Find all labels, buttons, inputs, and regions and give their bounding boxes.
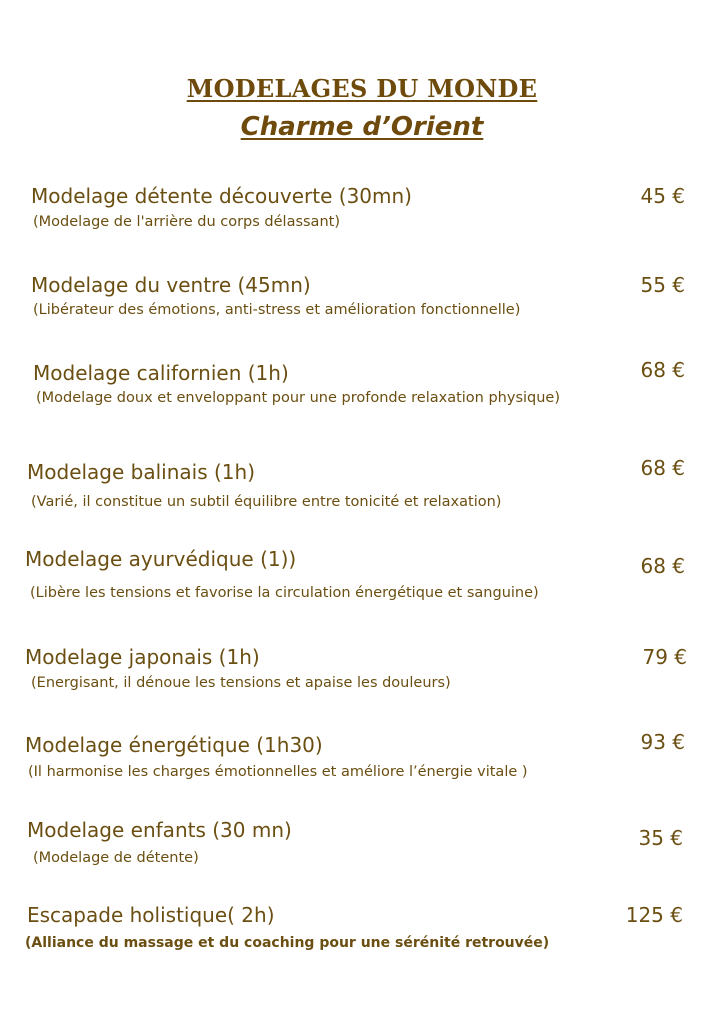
item-price: 93 € [640,730,685,754]
item-price: 45 € [640,184,685,208]
item-description: (Alliance du massage et du coaching pour une sérénité retrouvée) [25,935,550,951]
item-description: (Modelage doux et enveloppant pour une profonde relaxation physique) [36,390,560,406]
item-name: Modelage enfants (30 mn) [27,818,292,842]
item-price: 55 € [640,273,685,297]
item-description: (Libère les tensions et favorise la circulation énergétique et sanguine) [30,585,539,601]
item-price: 79 € [642,645,687,669]
item-price: 68 € [640,358,685,382]
item-name: Modelage japonais (1h) [25,645,260,669]
item-name: Modelage détente découverte (30mn) [31,184,412,208]
item-description: (Libérateur des émotions, anti-stress et amélioration fonctionnelle) [33,302,521,318]
item-name: Modelage ayurvédique (1)) [25,547,297,571]
page-title: MODELAGES DU MONDE [186,74,538,103]
item-name: Modelage du ventre (45mn) [31,273,311,297]
item-price: 125 € [625,903,683,927]
item-description: (Energisant, il dénoue les tensions et apaise les douleurs) [31,675,451,691]
item-description: (Modelage de détente) [33,850,199,866]
page-subtitle: Charme d’Orient [240,112,484,142]
item-name: Modelage californien (1h) [33,361,289,385]
item-name: Modelage balinais (1h) [27,460,255,484]
item-description: (Varié, il constitue un subtil équilibre entre tonicité et relaxation) [31,494,502,510]
item-name: Escapade holistique( 2h) [27,903,275,927]
item-description: (Il harmonise les charges émotionnelles et améliore l’énergie vitale ) [28,764,528,780]
item-name: Modelage énergétique (1h30) [25,733,323,757]
item-price: 35 € [638,826,683,850]
item-price: 68 € [640,554,685,578]
item-description: (Modelage de l'arrière du corps délassant) [33,214,340,230]
item-price: 68 € [640,456,685,480]
